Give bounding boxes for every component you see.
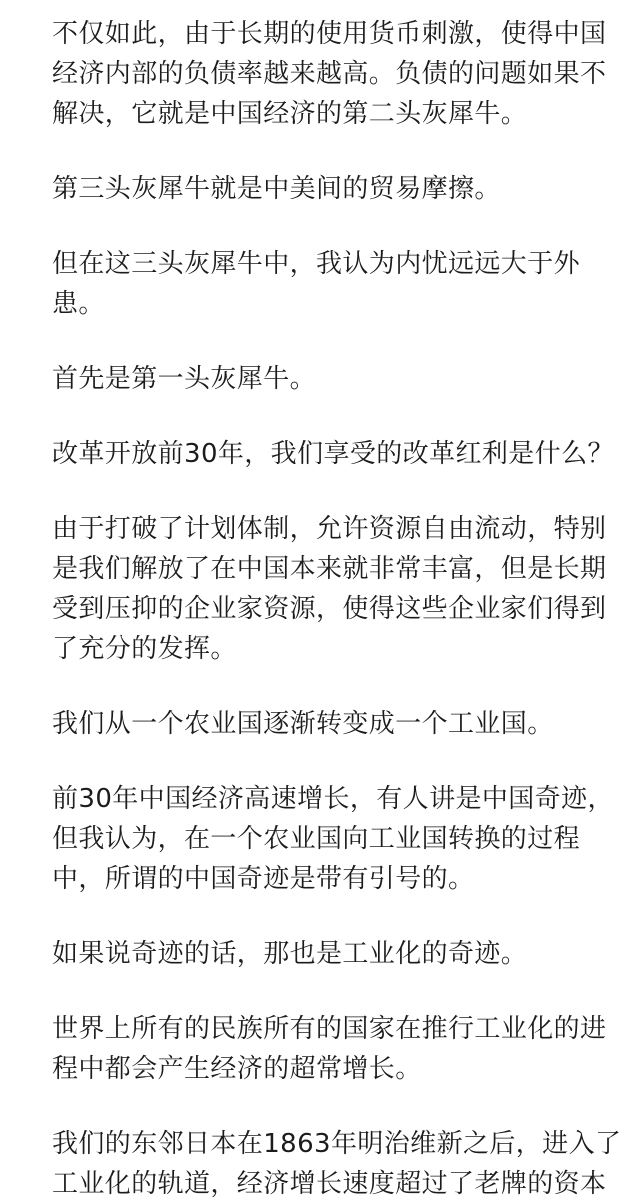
text-line: 了充分的发挥。 [52,634,237,664]
text-line: 但在这三头灰犀牛中，我认为内忧远远大于外 [52,249,581,279]
text-line: 由于打破了计划体制，允许资源自由流动，特别 [52,514,607,544]
paragraph [52,934,612,974]
text-line: 经济内部的负债率越来越高。负债的问题如果不 [52,59,607,89]
text-line: 我们从一个农业国逐渐转变成一个工业国。 [52,709,554,739]
paragraph [52,169,612,209]
paragraph [52,14,612,134]
text-line: 受到压抑的企业家资源，使得这些企业家们得到 [52,594,607,624]
paragraph [52,1009,612,1089]
paragraph [52,779,612,899]
text-line: 中，所谓的中国奇迹是带有引号的。 [52,864,475,894]
text-line: 如果说奇迹的话，那也是工业化的奇迹。 [52,939,528,969]
text-line: 患。 [52,289,105,319]
article-body [52,0,622,1204]
paragraph [52,434,612,474]
text-line: 是我们解放了在中国本来就非常丰富，但是长期 [52,554,607,584]
text-line: 首先是第一头灰犀牛。 [52,364,317,394]
paragraph [52,509,612,669]
text-line: 但我认为，在一个农业国向工业国转换的过程 [52,824,581,854]
text-line: 工业化的轨道，经济增长速度超过了老牌的资本 [52,1169,607,1199]
text-line: 第三头灰犀牛就是中美间的贸易摩擦。 [52,174,501,204]
text-line: 解决，它就是中国经济的第二头灰犀牛。 [52,99,528,129]
paragraph [52,704,612,744]
paragraph [52,244,612,324]
text-line: 我们的东邻日本在1863年明治维新之后，进入了 [52,1129,622,1159]
text-line: 改革开放前30年，我们享受的改革红利是什么？ [52,439,614,469]
paragraph [52,359,612,399]
text-line: 前30年中国经济高速增长，有人讲是中国奇迹， [52,784,614,814]
text-line: 不仅如此，由于长期的使用货币刺激，使得中国 [52,19,607,49]
text-line: 程中都会产生经济的超常增长。 [52,1054,422,1084]
paragraph [52,1124,622,1204]
text-line: 世界上所有的民族所有的国家在推行工业化的进 [52,1014,607,1044]
